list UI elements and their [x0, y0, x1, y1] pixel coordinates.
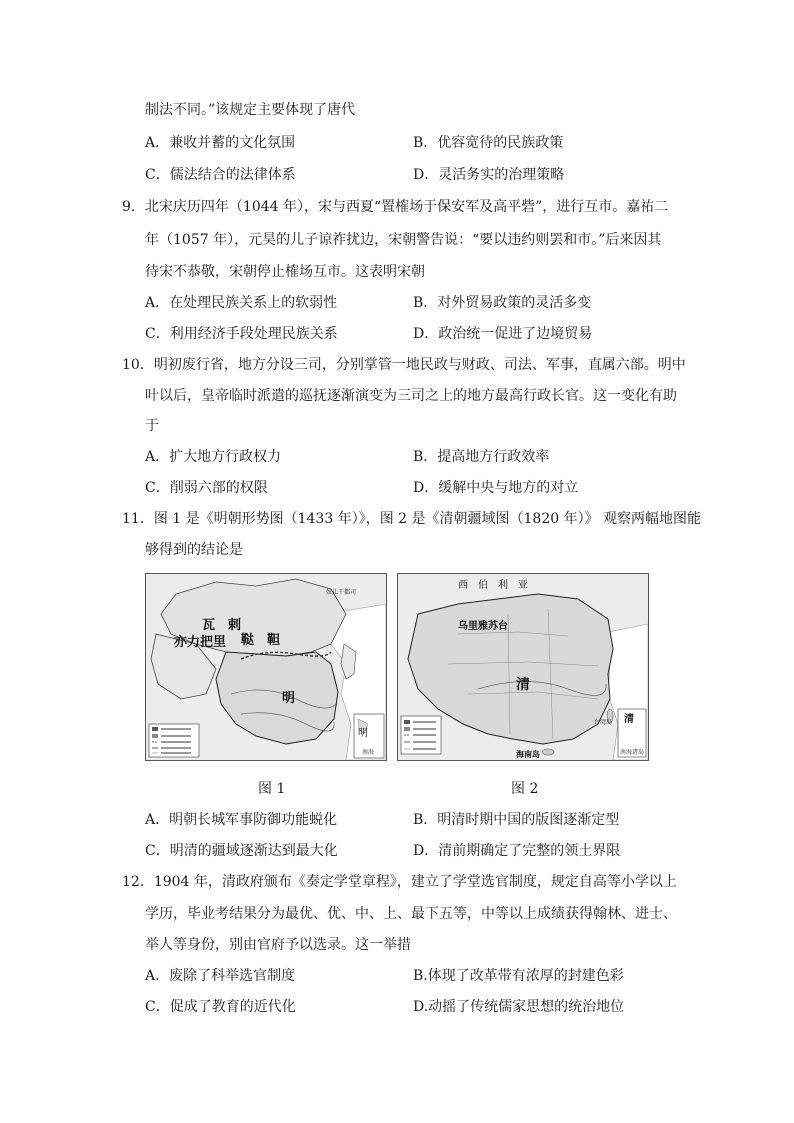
- map1-label-ming: 明: [282, 691, 296, 706]
- map1-label-yili: 亦力把里: [174, 635, 227, 650]
- q12-option-d[interactable]: D.动摇了传统儒家思想的统治地位: [413, 999, 625, 1015]
- map-qing-1820: [397, 573, 649, 761]
- map2-label-nanhai: 南海诸岛: [620, 749, 645, 756]
- map1-caption: 图 1: [258, 781, 286, 797]
- q10-option-a[interactable]: A．扩大地方行政权力: [145, 449, 282, 465]
- q10-stem-line-1: 10．明初废行省，地方分设三司，分别掌管一地民政与财政、司法、军事，直属六部。明中: [122, 357, 686, 373]
- q9-option-b[interactable]: B．对外贸易政策的灵活多变: [413, 295, 592, 311]
- map1-label-dada: 鞑 靼: [241, 633, 281, 648]
- q9-stem-line-3: 待宋不恭敬，宋朝停止榷场互市。这表明宋朝: [145, 264, 425, 280]
- map2-label-qing: 清: [516, 677, 530, 693]
- q9-stem-line-1: 9．北宋庆历四年（1044 年），宋与西夏“置榷场于保安军及高平砦”，进行互市。嘉祐二: [122, 199, 669, 215]
- map-ming-1433: [145, 573, 387, 761]
- q8-option-b[interactable]: B．优容宽待的民族政策: [413, 135, 564, 151]
- map2-label-uliastai: 乌里雅苏台: [458, 621, 508, 632]
- q12-option-a[interactable]: A．废除了科举选官制度: [145, 968, 296, 984]
- q12-stem-line-2: 学历，毕业考结果分为最优、优、中、上、最下五等，中等以上成绩获得翰林、进士、: [145, 906, 677, 922]
- q9-option-c[interactable]: C．利用经济手段处理民族关系: [145, 326, 338, 342]
- q9-stem-line-2: 年（1057 年），元昊的儿子谅祚扰边，宋朝警告说：“要以违约则罢和市。”后来因其: [145, 232, 662, 248]
- q11-option-c[interactable]: C．明清的疆域逐渐达到最大化: [145, 843, 338, 859]
- map1-label-wala: 瓦 剌: [202, 618, 242, 633]
- q11-stem-line-1: 11．图 1 是《明朝形势图（1433 年）》，图 2 是《清朝疆域图（1820 年）》 观察两幅地图能: [122, 511, 702, 527]
- q8-option-c[interactable]: C．儒法结合的法律体系: [145, 167, 296, 183]
- q8-option-d[interactable]: D．灵活务实的治理策略: [413, 167, 565, 183]
- q9-option-a[interactable]: A．在处理民族关系上的软弱性: [145, 295, 338, 311]
- q8-stem-continuation: 制法不同。”该规定主要体现了唐代: [145, 102, 356, 118]
- q11-option-b[interactable]: B．明清时期中国的版图逐渐定型: [413, 812, 620, 828]
- map2-label-siberia: 西 伯 利 亚: [458, 580, 528, 591]
- q12-stem-line-3: 举人等身份，别由官府予以选录。这一举措: [145, 937, 411, 953]
- q12-stem-line-1: 12．1904 年，清政府颁布《奏定学堂章程》，建立了学堂选官制度，规定自高等小学以上: [122, 874, 677, 890]
- q10-option-b[interactable]: B．提高地方行政效率: [413, 449, 550, 465]
- q10-stem-line-2: 叶以后，皇帝临时派遣的巡抚逐渐演变为三司之上的地方最高行政长官。这一变化有助: [145, 388, 677, 404]
- q10-option-d[interactable]: D．缓解中央与地方的对立: [413, 480, 579, 496]
- map1-label-nuergan: 奴儿干都司: [326, 589, 357, 596]
- q12-option-b[interactable]: B.体现了改革带有浓厚的封建色彩: [413, 968, 624, 984]
- map2-caption: 图 2: [511, 781, 539, 797]
- q11-stem-line-2: 够得到的结论是: [145, 542, 243, 558]
- map-ming-svg: [146, 574, 386, 760]
- map-qing-svg: [398, 574, 648, 760]
- map2-label-taiwan: 台湾岛: [594, 719, 613, 726]
- map1-label-nanhai: 南海: [362, 749, 375, 756]
- q12-option-c[interactable]: C．促成了教育的近代化: [145, 999, 296, 1015]
- map1-label-ming-inset: 明: [358, 728, 368, 739]
- map2-label-hainan: 海南岛: [516, 749, 540, 759]
- q8-option-a[interactable]: A．兼收并蓄的文化氛围: [145, 135, 296, 151]
- q9-option-d[interactable]: D．政治统一促进了边境贸易: [413, 326, 593, 342]
- q10-stem-line-3: 于: [145, 418, 159, 434]
- map2-label-qing-inset: 清: [624, 714, 634, 725]
- q11-option-d[interactable]: D．清前期确定了完整的领土界限: [413, 843, 621, 859]
- q10-option-c[interactable]: C．削弱六部的权限: [145, 480, 268, 496]
- q11-option-a[interactable]: A．明朝长城军事防御功能蜕化: [145, 812, 338, 828]
